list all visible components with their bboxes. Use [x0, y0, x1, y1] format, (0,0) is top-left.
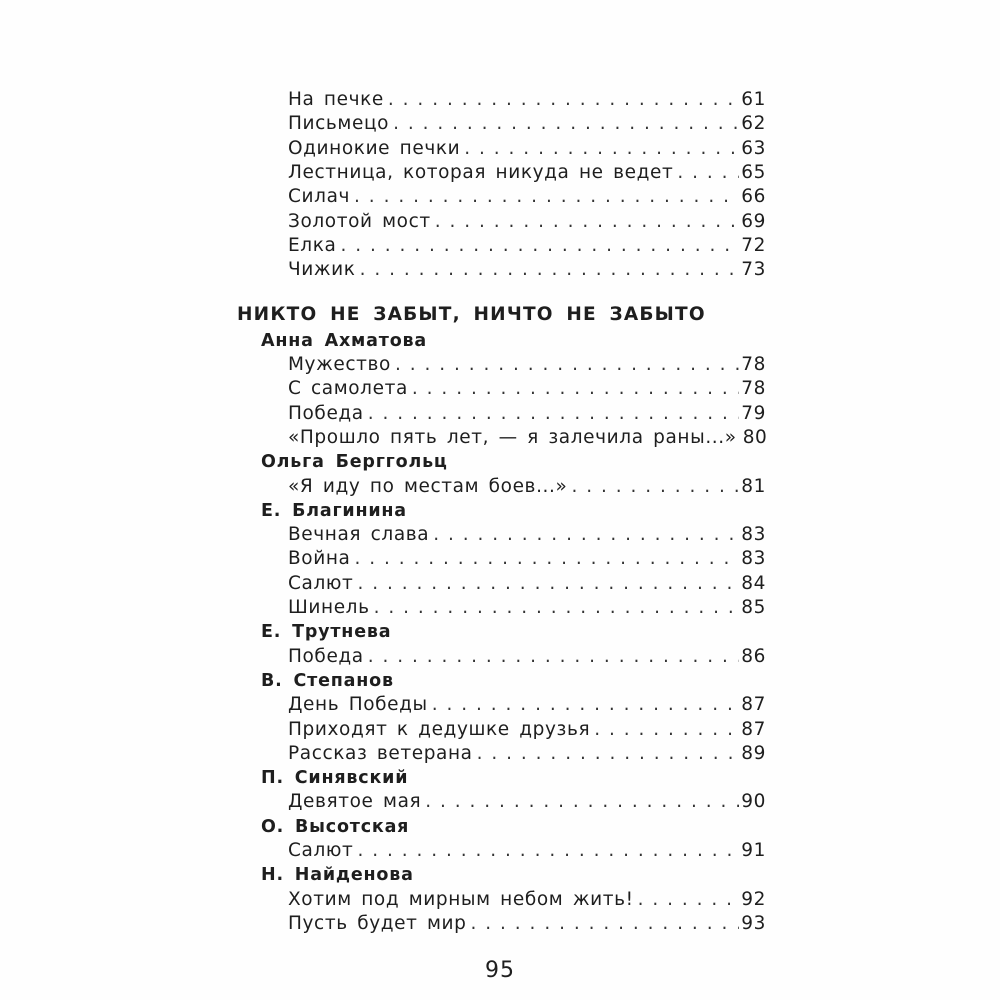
toc-entry-page: 83 — [741, 548, 766, 570]
toc-entry-page: 93 — [741, 912, 766, 934]
toc-entry — [288, 597, 766, 623]
dot-leader — [412, 378, 739, 399]
toc-entry-page: 73 — [741, 259, 766, 281]
toc-entry-title: Вечная слава — [288, 524, 430, 546]
dot-leader — [357, 840, 739, 861]
toc-entry-page: 92 — [741, 888, 766, 910]
toc-entry-page: 86 — [741, 645, 766, 667]
dot-leader — [374, 597, 740, 618]
dot-leader — [432, 694, 740, 715]
dot-leader — [435, 211, 740, 232]
toc-entry — [288, 403, 766, 429]
toc-entry-page: 65 — [741, 161, 766, 183]
toc-entry-page: 90 — [741, 791, 766, 813]
toc-entry-title: Пусть будет мир — [288, 912, 467, 934]
dot-leader — [464, 138, 739, 159]
author-name: П. Синявский — [261, 768, 409, 789]
dot-leader — [477, 743, 740, 764]
toc-entry — [288, 913, 766, 939]
toc-entry — [288, 89, 766, 115]
toc-entry-title: Салют — [288, 572, 354, 594]
dot-leader — [433, 524, 739, 545]
dot-leader — [354, 186, 739, 207]
toc-entry-page: 61 — [741, 89, 766, 110]
author-name: Анна Ахматова — [261, 330, 428, 351]
toc-entry-title: Мужество — [288, 354, 391, 375]
toc-entry-title: Золотой мост — [288, 210, 431, 232]
toc-entry-title: Письмецо — [288, 113, 390, 135]
toc-entry-title: Одинокие печки — [288, 137, 461, 159]
toc-entry-page: 78 — [741, 354, 766, 375]
toc-entry — [288, 138, 766, 164]
author-name: Е. Благинина — [261, 500, 407, 521]
toc-entry-page: 87 — [741, 694, 766, 716]
section-heading: НИКТО НЕ ЗАБЫТ, НИЧТО НЕ ЗАБЫТО — [237, 304, 706, 326]
toc-entry-title: Приходят к дедушке друзья — [288, 718, 591, 740]
dot-leader — [425, 791, 739, 812]
author-name: О. Высотская — [261, 816, 410, 837]
author-name: Ольга Берггольц — [261, 452, 448, 473]
toc-entry — [288, 791, 766, 817]
toc-entry-page: 83 — [741, 524, 766, 546]
toc-entry-title: Победа — [288, 645, 364, 667]
dot-leader — [393, 113, 739, 134]
dot-leader — [388, 89, 739, 110]
dot-leader — [395, 354, 739, 375]
toc-entry — [288, 840, 766, 866]
dot-leader — [594, 719, 739, 740]
toc-entry — [288, 719, 766, 745]
dot-leader — [638, 889, 740, 910]
toc-entry-title: Война — [288, 548, 351, 570]
toc-entry-title: Рассказ ветерана — [288, 742, 473, 764]
toc-entry-title: День Победы — [288, 694, 428, 716]
dot-leader — [368, 403, 740, 424]
dot-leader — [360, 259, 740, 280]
toc-entry-title: «Прошло пять лет, — я залечила раны...» — [288, 426, 737, 448]
toc-entry — [288, 646, 766, 672]
toc-entry-page: 79 — [741, 402, 766, 424]
toc-entry-title: Чижик — [288, 259, 356, 281]
author-name: Е. Трутнева — [261, 622, 392, 643]
toc-entry-title: На печке — [288, 89, 384, 110]
toc-entry-page: 84 — [741, 572, 766, 594]
toc-entry — [288, 162, 766, 188]
toc-entry-page: 85 — [741, 597, 766, 618]
toc-entry-title: Победа — [288, 402, 364, 424]
toc-entry-page: 80 — [742, 426, 768, 448]
toc-entry — [288, 889, 766, 915]
toc-entry-title: Силач — [288, 186, 351, 208]
dot-leader — [368, 646, 740, 667]
toc-entry-page: 72 — [741, 234, 766, 256]
toc-entry — [288, 259, 766, 285]
toc-entry-page: 63 — [741, 137, 766, 159]
toc-entry — [288, 113, 766, 139]
toc-entry — [288, 186, 766, 212]
toc-entry-title: «Я иду по местам боев...» — [288, 475, 568, 497]
dot-leader — [340, 235, 739, 256]
toc-entry — [288, 378, 766, 404]
toc-entry — [288, 235, 766, 261]
toc-entry-title: Девятое мая — [288, 791, 422, 813]
toc-entry-page: 78 — [741, 378, 766, 400]
toc-entry — [288, 524, 766, 550]
toc-entry-page: 91 — [741, 840, 766, 861]
toc-entry-page: 69 — [741, 210, 766, 232]
toc-entry-page: 87 — [741, 718, 766, 740]
toc-entry — [288, 743, 766, 769]
dot-leader — [471, 913, 740, 934]
toc-entry — [288, 694, 766, 720]
dot-leader — [677, 162, 739, 183]
toc-entry — [288, 211, 766, 237]
author-name: Н. Найденова — [261, 865, 414, 886]
toc-entry — [288, 427, 766, 453]
toc-entry-page: 66 — [741, 186, 766, 208]
toc-entry — [288, 476, 766, 502]
author-name: В. Степанов — [261, 670, 394, 691]
toc-entry-title: Лестница, которая никуда не ведет — [288, 161, 674, 183]
toc-entry-page: 62 — [741, 113, 766, 135]
toc-entry — [288, 548, 766, 574]
page-number: 95 — [485, 958, 515, 983]
dot-leader — [354, 548, 739, 569]
toc-entry-page: 81 — [741, 475, 766, 497]
toc-entry-title: С самолета — [288, 378, 408, 400]
toc-entry — [288, 354, 766, 380]
toc-entry — [288, 573, 766, 599]
toc-entry-title: Хотим под мирным небом жить! — [288, 888, 634, 910]
toc-entry-page: 89 — [741, 742, 766, 764]
toc-entry-title: Шинель — [288, 597, 370, 618]
toc-entry-title: Салют — [288, 840, 354, 861]
toc-entry-title: Елка — [288, 234, 337, 256]
dot-leader — [571, 476, 739, 497]
dot-leader — [357, 573, 739, 594]
